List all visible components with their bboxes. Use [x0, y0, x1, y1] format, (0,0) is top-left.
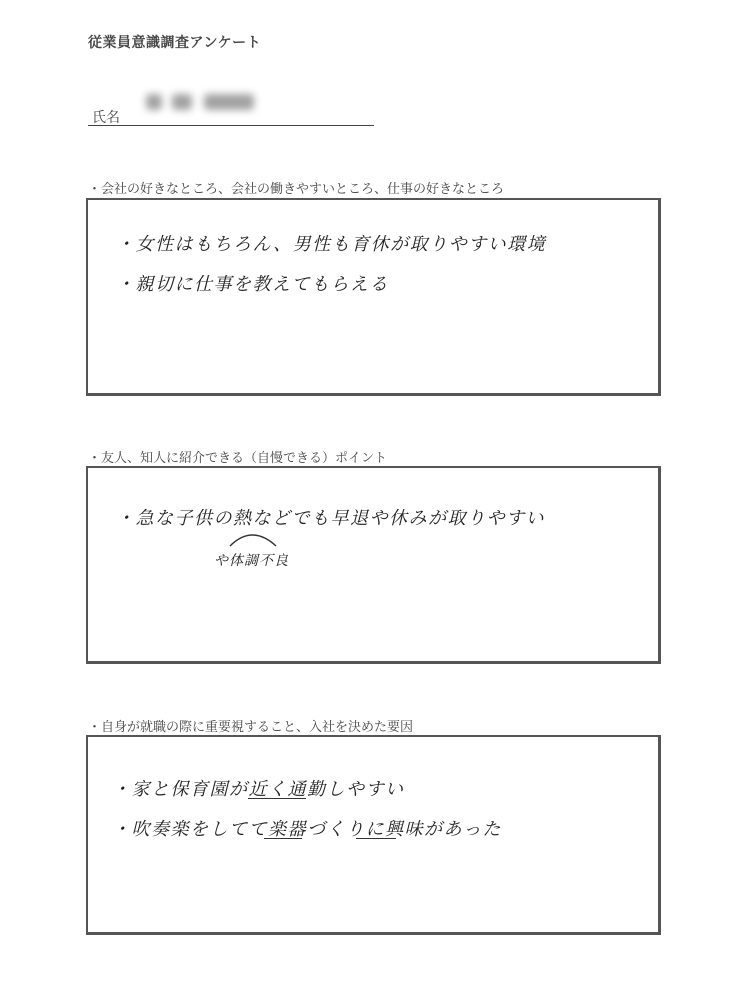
redacted-name: [146, 90, 258, 116]
section-3-label: ・自身が就職の際に重要視すること、入社を決めた要因: [88, 720, 414, 735]
section-2-answer-box: [86, 466, 661, 664]
section-3-answer-2: ・吹奏楽をしてて楽器づくりに興味があった: [112, 819, 502, 840]
section-1-label: ・会社の好きなところ、会社の働きやすいところ、仕事の好きなところ: [88, 182, 505, 197]
section-3-answer-1: ・家と保育園が近く通勤しやすい: [112, 779, 405, 800]
section-2-label: ・友人、知人に紹介できる（自慢できる）ポイント: [88, 451, 388, 466]
section-2-insertion: や体調不良: [214, 553, 289, 569]
section-1-answer-2: ・親切に仕事を教えてもらえる: [116, 274, 389, 295]
name-underline: [88, 125, 374, 126]
section-1-answer-box: [86, 198, 661, 396]
name-label: 氏名: [92, 110, 120, 126]
section-2-answer-1: ・急な子供の熱などでも早退や休みが取りやすい: [116, 508, 545, 529]
section-3-answer-box: [86, 735, 661, 935]
form-title: 従業員意識調査アンケート: [88, 35, 262, 51]
underline-mark: [248, 798, 306, 799]
insertion-caret-icon: [228, 526, 278, 548]
section-1-answer-1: ・女性はもちろん、男性も育休が取りやすい環境: [116, 234, 547, 255]
underline-mark: [356, 838, 396, 839]
underline-mark: [264, 838, 302, 839]
